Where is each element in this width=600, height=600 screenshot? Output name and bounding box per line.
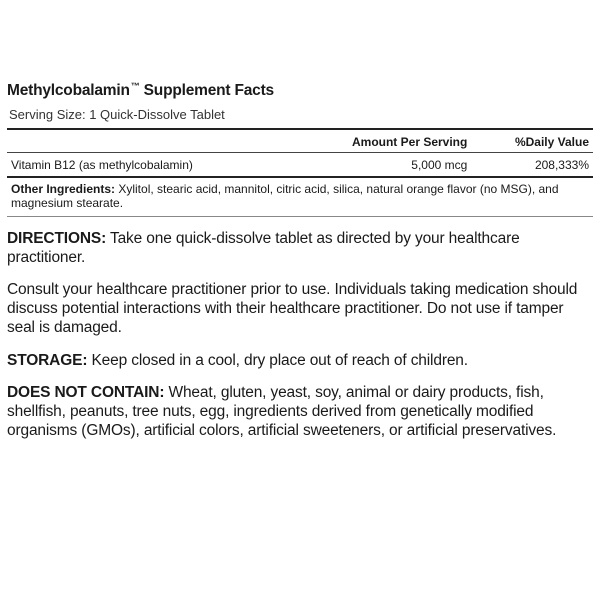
header-blank (7, 129, 288, 153)
directions-text: Take one quick-dissolve tablet as directed by your healthcare practitioner. (7, 230, 520, 266)
directions-label: DIRECTIONS: (7, 230, 107, 247)
does-not-contain-paragraph (7, 383, 593, 440)
table-row (7, 153, 593, 178)
does-not-contain-label: DOES NOT CONTAIN: (7, 384, 165, 401)
other-ingredients-label: Other Ingredients: (11, 182, 116, 196)
other-ingredients (7, 178, 593, 217)
header-daily-value: %Daily Value (471, 129, 593, 153)
table-header-row (7, 129, 593, 153)
storage-text: Keep closed in a cool, dry place out of reach of children. (87, 352, 468, 369)
nutrient-name: Vitamin B12 (as methylcobalamin) (7, 153, 288, 178)
header-amount-per-serving: Amount Per Serving (288, 129, 471, 153)
consult-paragraph: Consult your healthcare practitioner prior to use. Individuals taking medication should discuss potential interactions with their healthcare practitioner. Do not use if tamper seal is damaged. (7, 281, 578, 336)
storage-label: STORAGE: (7, 352, 88, 369)
nutrient-amount: 5,000 mcg (288, 153, 471, 178)
label-document (7, 76, 593, 440)
serving-size: Serving Size: 1 Quick-Dissolve Tablet (9, 107, 225, 122)
does-not-contain-text: Wheat, gluten, yeast, soy, animal or dairy products, fish, shellfish, peanuts, tree nuts, egg, ingredients derived from genetically modified organisms (GMOs), artificial colors, artificial sweeteners, or artificial preservatives. (7, 384, 557, 439)
supplement-facts-table (7, 128, 593, 178)
title-suffix: Supplement Facts (139, 82, 274, 99)
directions-paragraph (7, 229, 593, 267)
product-name: Methylcobalamin (7, 82, 130, 99)
other-ingredients-text: Xylitol, stearic acid, mannitol, citric acid, silica, natural orange flavor (no MSG), and magnesium stearate. (11, 182, 559, 210)
nutrient-daily-value: 208,333% (471, 153, 593, 178)
storage-paragraph (7, 351, 593, 370)
trademark-mark: ™ (130, 81, 140, 91)
supplement-facts-title (7, 76, 593, 101)
